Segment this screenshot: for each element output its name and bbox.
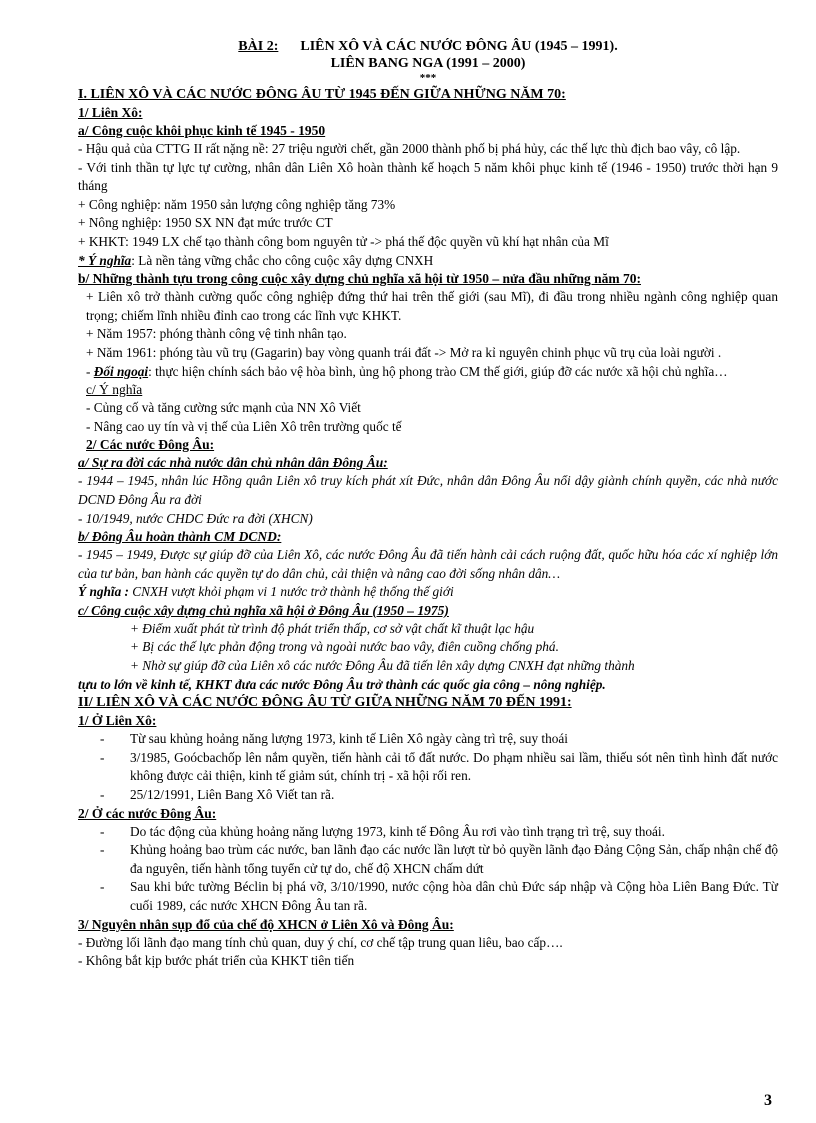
heading-a-khoi-phuc: a/ Công cuộc khôi phục kinh tế 1945 - 1950 [78, 123, 326, 138]
page-title [78, 38, 778, 55]
paragraph-a2: - Với tinh thần tự lực tự cường, nhân dân Liên Xô hoàn thành kế hoạch 5 năm khôi phục kinh tế (1946 - 1950) trước thời hạn 9 tháng [78, 159, 778, 194]
paragraph-c2: - Nâng cao uy tín và vị thế của Liên Xô trên trường quốc tế [86, 418, 402, 434]
list-item: - 3/1985, Goócbachốp lên nắm quyền, tiến hành cải tổ đất nước. Do phạm nhiều sai lầm, thiếu sót nên tình hình đất nước không được cải thiện, kinh tế giảm sút, chính trị - xã hội rối ren. [100, 749, 778, 784]
heading-b-thanh-tuu: b/ Những thành tựu trong công cuộc xây dựng chủ nghĩa xã hội từ 1950 – nửa đầu những năm 70: [78, 271, 641, 287]
list-item: - Do tác động của khủng hoảng năng lượng 1973, kinh tế Đông Âu rơi vào tình trạng trì trệ, suy thoái. [100, 823, 665, 839]
list-item: - 25/12/1991, Liên Bang Xô Viết tan rã. [100, 787, 335, 803]
paragraph-ea1: - 1944 – 1945, nhân lúc Hồng quân Liên xô truy kích phát xít Đức, nhân dân Đông Âu nổi dậy giành chính quyền, các nhà nước DCND Đông Âu ra đời [78, 473, 778, 507]
subsection-o-lien-xo: 1/ Ở Liên Xô: [78, 713, 157, 729]
paragraph-r2: - Không bắt kịp bước phát triển của KHKT tiên tiến [78, 953, 355, 969]
doi-ngoai-label: Đối ngoại [93, 363, 149, 379]
paragraph-b1: + Liên xô trở thành cường quốc công nghiệp đứng thứ hai trên thế giới (sau Mĩ), đi đầu trong nhiều ngành công nghiệp quan trọng; chiếm lĩnh nhiều đỉnh cao trong các lĩnh vực KHKT. [86, 289, 778, 323]
subsection-nguyen-nhan: 3/ Nguyên nhân sụp đổ của chế độ XHCN ở Liên Xô và Đông Âu: [78, 916, 454, 932]
paragraph-b4: - Đối ngoại: thực hiện chính sách bảo vệ hòa bình, ủng hộ phong trào CM thế giới, giúp đỡ các nước xã hội chủ nghĩa… [86, 363, 728, 379]
section-1-heading: I. LIÊN XÔ VÀ CÁC NƯỚC ĐÔNG ÂU TỪ 1945 ĐẾN GIỮA NHỮNG NĂM 70: [78, 87, 566, 102]
document-page [78, 38, 778, 971]
doi-ngoai-text: : thực hiện chính sách bảo vệ hòa bình, ủng hộ phong trào CM thế giới, giúp đỡ các nước xã hội chủ nghĩa… [148, 363, 728, 379]
paragraph-a5: + KHKT: 1949 LX chế tạo thành công bom nguyên tử -> phá thế độc quyền vũ khí hạt nhân của Mĩ [78, 233, 609, 249]
paragraph-ec3b: tựu to lớn về kinh tế, KHKT đưa các nước Đông Âu trở thành các quốc gia công – nông nghiệp. [78, 676, 606, 692]
subsection-dong-au: 2/ Các nước Đông Âu: [86, 437, 215, 453]
page-number: 3 [764, 1092, 772, 1109]
e-y-nghia-label: Ý nghĩa : [78, 584, 129, 600]
title-line1: LIÊN XÔ VÀ CÁC NƯỚC ĐÔNG ÂU (1945 – 1991). [300, 39, 618, 54]
paragraph-b2: + Năm 1957: phóng thành công vệ tinh nhân tạo. [86, 326, 347, 342]
title-line2: LIÊN BANG NGA (1991 – 2000) [330, 56, 526, 71]
paragraph-ec1: + Điểm xuất phát từ trình độ phát triển thấp, cơ sở vật chất kĩ thuật lạc hậu [130, 620, 535, 636]
e-y-nghia-text: CNXH vượt khỏi phạm vi 1 nước trở thành hệ thống thế giới [128, 584, 454, 600]
heading-c-y-nghia: c/ Ý nghĩa [86, 382, 143, 398]
paragraph-y-nghia [78, 252, 778, 271]
list-item: - Từ sau khủng hoảng năng lượng 1973, kinh tế Liên Xô ngày càng trì trệ, suy thoái [100, 731, 568, 747]
list-item: - Sau khi bức tường Béclin bị phá vỡ, 3/10/1990, nước cộng hòa dân chủ Đức sáp nhập và Cộng hòa Liên Bang Đức. Từ cuối 1989, các nước XHCN Đông Âu tan rã. [100, 879, 778, 913]
paragraph-b3: + Năm 1961: phóng tàu vũ trụ (Gagarin) bay vòng quanh trái đất -> Mở ra kỉ nguyên chinh phục vũ trụ của loài người . [86, 344, 722, 360]
paragraph-ec3a: + Nhờ sự giúp đỡ của Liên xô các nước Đông Âu đã tiến lên xây dựng CNXH đạt những thành [130, 658, 635, 674]
heading-cm-dcnd: b/ Đông Âu hoàn thành CM DCND: [78, 529, 282, 545]
y-nghia-text: : Là nền tảng vững chắc cho công cuộc xây dựng CNXH [131, 252, 434, 268]
paragraph-eb1: - 1945 – 1949, Được sự giúp đỡ của Liên Xô, các nước Đông Âu đã tiến hành cải cách ruộng đất, quốc hữu hóa các xí nghiệp lớn của tư bản, ban hành các quyền tự do dân chủ, cải thiện và nâng cao đời sống nhân dân… [78, 547, 778, 581]
subsection-o-dong-au: 2/ Ở các nước Đông Âu: [78, 805, 217, 821]
title-stars: *** [419, 72, 437, 84]
paragraph-ec2: + Bị các thế lực phản động trong và ngoài nước bao vây, điên cuồng chống phá. [130, 639, 559, 655]
subsection-lien-xo: 1/ Liên Xô: [78, 105, 143, 120]
paragraph-a3: + Công nghiệp: năm 1950 sản lượng công nghiệp tăng 73% [78, 196, 396, 212]
paragraph-a4: + Nông nghiệp: 1950 SX NN đạt mức trước CT [78, 215, 333, 231]
paragraph-ea2: - 10/1949, nước CHDC Đức ra đời (XHCN) [78, 510, 313, 526]
heading-xay-dung-cnxh: c/ Công cuộc xây dựng chủ nghĩa xã hội ở Đông Âu (1950 – 1975) [78, 602, 449, 618]
heading-su-ra-doi: a/ Sự ra đời các nhà nước dân chủ nhân dân Đông Âu: [78, 455, 388, 471]
section-2-heading: II/ LIÊN XÔ VÀ CÁC NƯỚC ĐÔNG ÂU TỪ GIỮA NHỮNG NĂM 70 ĐẾN 1991: [78, 695, 572, 711]
lesson-label: BÀI 2: [238, 39, 279, 54]
paragraph-a1: - Hậu quả của CTTG II rất nặng nề: 27 triệu người chết, gần 2000 thành phố bị phá hủy, các thế lực thù địch bao vây, cô lập. [78, 141, 741, 156]
paragraph-c1: - Củng cố và tăng cường sức mạnh của NN Xô Viết [86, 400, 361, 416]
paragraph-r1: - Đường lối lãnh đạo mang tính chủ quan, duy ý chí, cơ chế tập trung quan liêu, bao cấp…. [78, 934, 563, 950]
paragraph-ey [78, 583, 778, 602]
list-item: - Khủng hoảng bao trùm các nước, ban lãnh đạo các nước lần lượt từ bỏ quyền lãnh đạo Đảng Cộng Sản, chấp nhận chế độ đa nguyên, tiến hành tổng tuyển cử tự do, chế độ XHCN chấm dứt [100, 842, 778, 876]
y-nghia-label: * Ý nghĩa [78, 252, 132, 268]
